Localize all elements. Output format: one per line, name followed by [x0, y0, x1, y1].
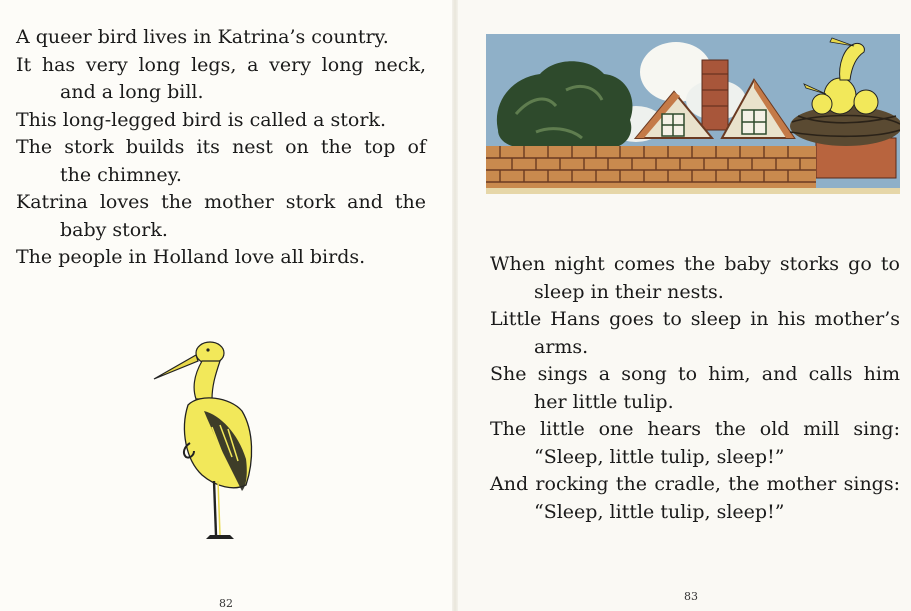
right-page-text	[490, 251, 900, 526]
line: Little Hans goes to sleep in his mother’s	[490, 308, 900, 330]
paragraph	[16, 24, 426, 52]
line: And rocking the cradle, the mother sings:	[490, 473, 900, 495]
paragraph	[16, 107, 426, 135]
paragraph	[490, 306, 900, 361]
paragraph	[490, 251, 900, 306]
line: Katrina loves the mother stork and the	[16, 191, 426, 213]
line: The stork builds its nest on the top of	[16, 136, 426, 158]
paragraph	[16, 52, 426, 107]
standing-stork-illustration	[150, 335, 262, 547]
line: The people in Holland love all birds.	[16, 246, 366, 268]
line: When night comes the baby storks go to	[490, 253, 900, 275]
line-continuation: sleep in their nests.	[534, 280, 724, 303]
line: She sings a song to him, and calls him	[490, 363, 900, 385]
line: The little one hears the old mill sing:	[490, 418, 900, 440]
paragraph	[16, 189, 426, 244]
paragraph	[490, 361, 900, 416]
line-continuation: arms.	[534, 335, 589, 358]
left-page-text	[16, 24, 426, 272]
paragraph	[490, 416, 900, 471]
paragraph	[490, 471, 900, 526]
page-number-left: 82	[219, 597, 233, 610]
line-continuation: “Sleep, little tulip, sleep!”	[534, 500, 785, 523]
line-continuation: and a long bill.	[60, 81, 204, 103]
line: It has very long legs, a very long neck,	[16, 53, 426, 76]
line: This long-legged bird is called a stork.	[16, 108, 386, 131]
line: A queer bird lives in Katrina’s country.	[16, 26, 389, 48]
book-gutter	[452, 0, 458, 611]
line-continuation: the chimney.	[60, 163, 182, 186]
line-continuation: “Sleep, little tulip, sleep!”	[534, 445, 785, 468]
rooftop-stork-nest-illustration	[486, 34, 900, 194]
paragraph	[16, 134, 426, 189]
paragraph	[16, 244, 426, 272]
line-continuation: baby stork.	[60, 218, 168, 241]
line-continuation: her little tulip.	[534, 390, 674, 413]
page-number-right: 83	[684, 590, 698, 603]
